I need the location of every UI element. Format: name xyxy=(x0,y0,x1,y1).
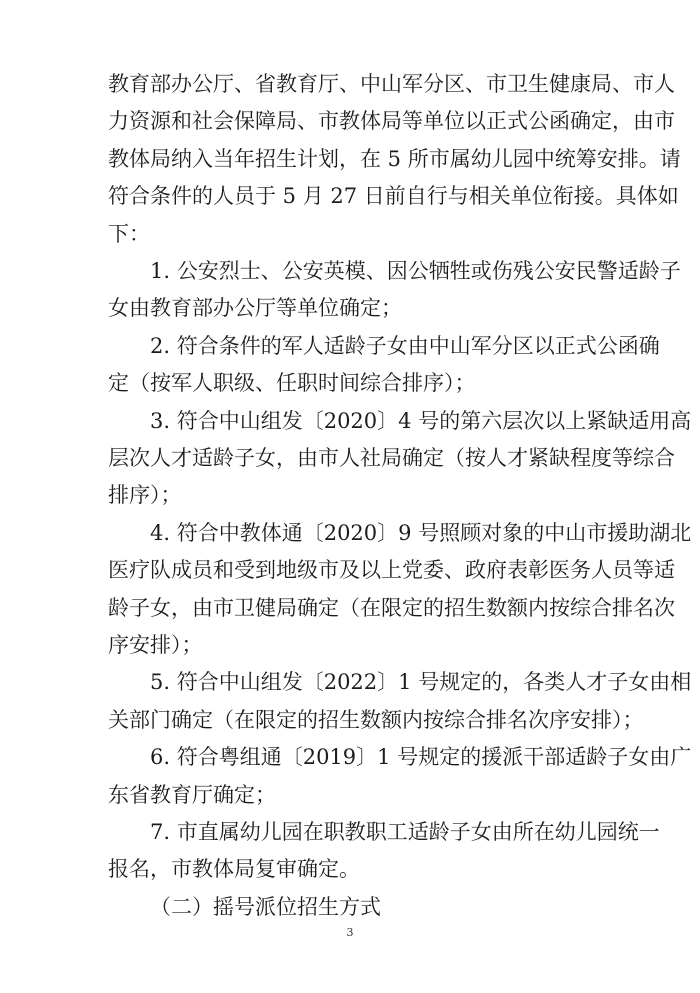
list-item-3-line-3: 排序）； xyxy=(108,483,182,508)
list-item-1-line-1: 1. 公安烈士、公安英模、因公牺牲或伤残公安民警适龄子 xyxy=(150,259,681,283)
list-item-7-line-2: 报名，市教体局复审确定。 xyxy=(108,857,360,882)
body-text-line: 下： xyxy=(108,221,150,246)
list-item-2-line-2: 定（按军人职级、任职时间综合排序）； xyxy=(108,371,476,396)
body-text-line: 力资源和社会保障局、市教体局等单位以正式公函确定，由市 xyxy=(108,109,675,134)
body-text-line: 教体局纳入当年招生计划，在 5 所市属幼儿园中统筹安排。请 xyxy=(108,146,681,171)
list-item-4-line-4: 序安排）； xyxy=(108,633,203,657)
body-text-line: 符合条件的人员于 5 月 27 日前自行与相关单位衔接。具体如 xyxy=(108,184,679,209)
list-item-3-line-2: 层次人才适龄子女，由市人社局确定（按人才紧缺程度等综合 xyxy=(108,446,675,470)
list-item-5-line-1: 5. 符合中山组发〔2022〕1 号规定的，各类人才子女由相 xyxy=(150,670,692,695)
list-item-4-line-2: 医疗队成员和受到地级市及以上党委、政府表彰医务人员等适 xyxy=(108,558,675,583)
page-number: 3 xyxy=(346,926,354,939)
list-item-4-line-3: 龄子女，由市卫健局确定（在限定的招生数额内按综合排名次 xyxy=(108,595,675,620)
section-heading: （二）摇号派位招生方式 xyxy=(150,894,381,919)
body-text-line: 教育部办公厅、省教育厅、中山军分区、市卫生健康局、市人 xyxy=(108,72,675,96)
list-item-2-line-1: 2. 符合条件的军人适龄子女由中山军分区以正式公函确 xyxy=(150,333,660,358)
list-item-7-line-1: 7. 市直属幼儿园在职教职工适龄子女由所在幼儿园统一 xyxy=(150,820,660,844)
list-item-6-line-2: 东省教育厅确定； xyxy=(108,782,276,807)
list-item-5-line-2: 关部门确定（在限定的招生数额内按综合排名次序安排）； xyxy=(108,707,644,732)
list-item-1-line-2: 女由教育部办公厅等单位确定； xyxy=(108,296,402,321)
list-item-6-line-1: 6. 符合粤组通〔2019〕1 号规定的援派干部适龄子女由广 xyxy=(150,745,692,770)
list-item-3-line-1: 3. 符合中山组发〔2020〕4 号的第六层次以上紧缺适用高 xyxy=(150,408,692,433)
list-item-4-line-1: 4. 符合中教体通〔2020〕9 号照顾对象的中山市援助湖北 xyxy=(150,520,692,545)
